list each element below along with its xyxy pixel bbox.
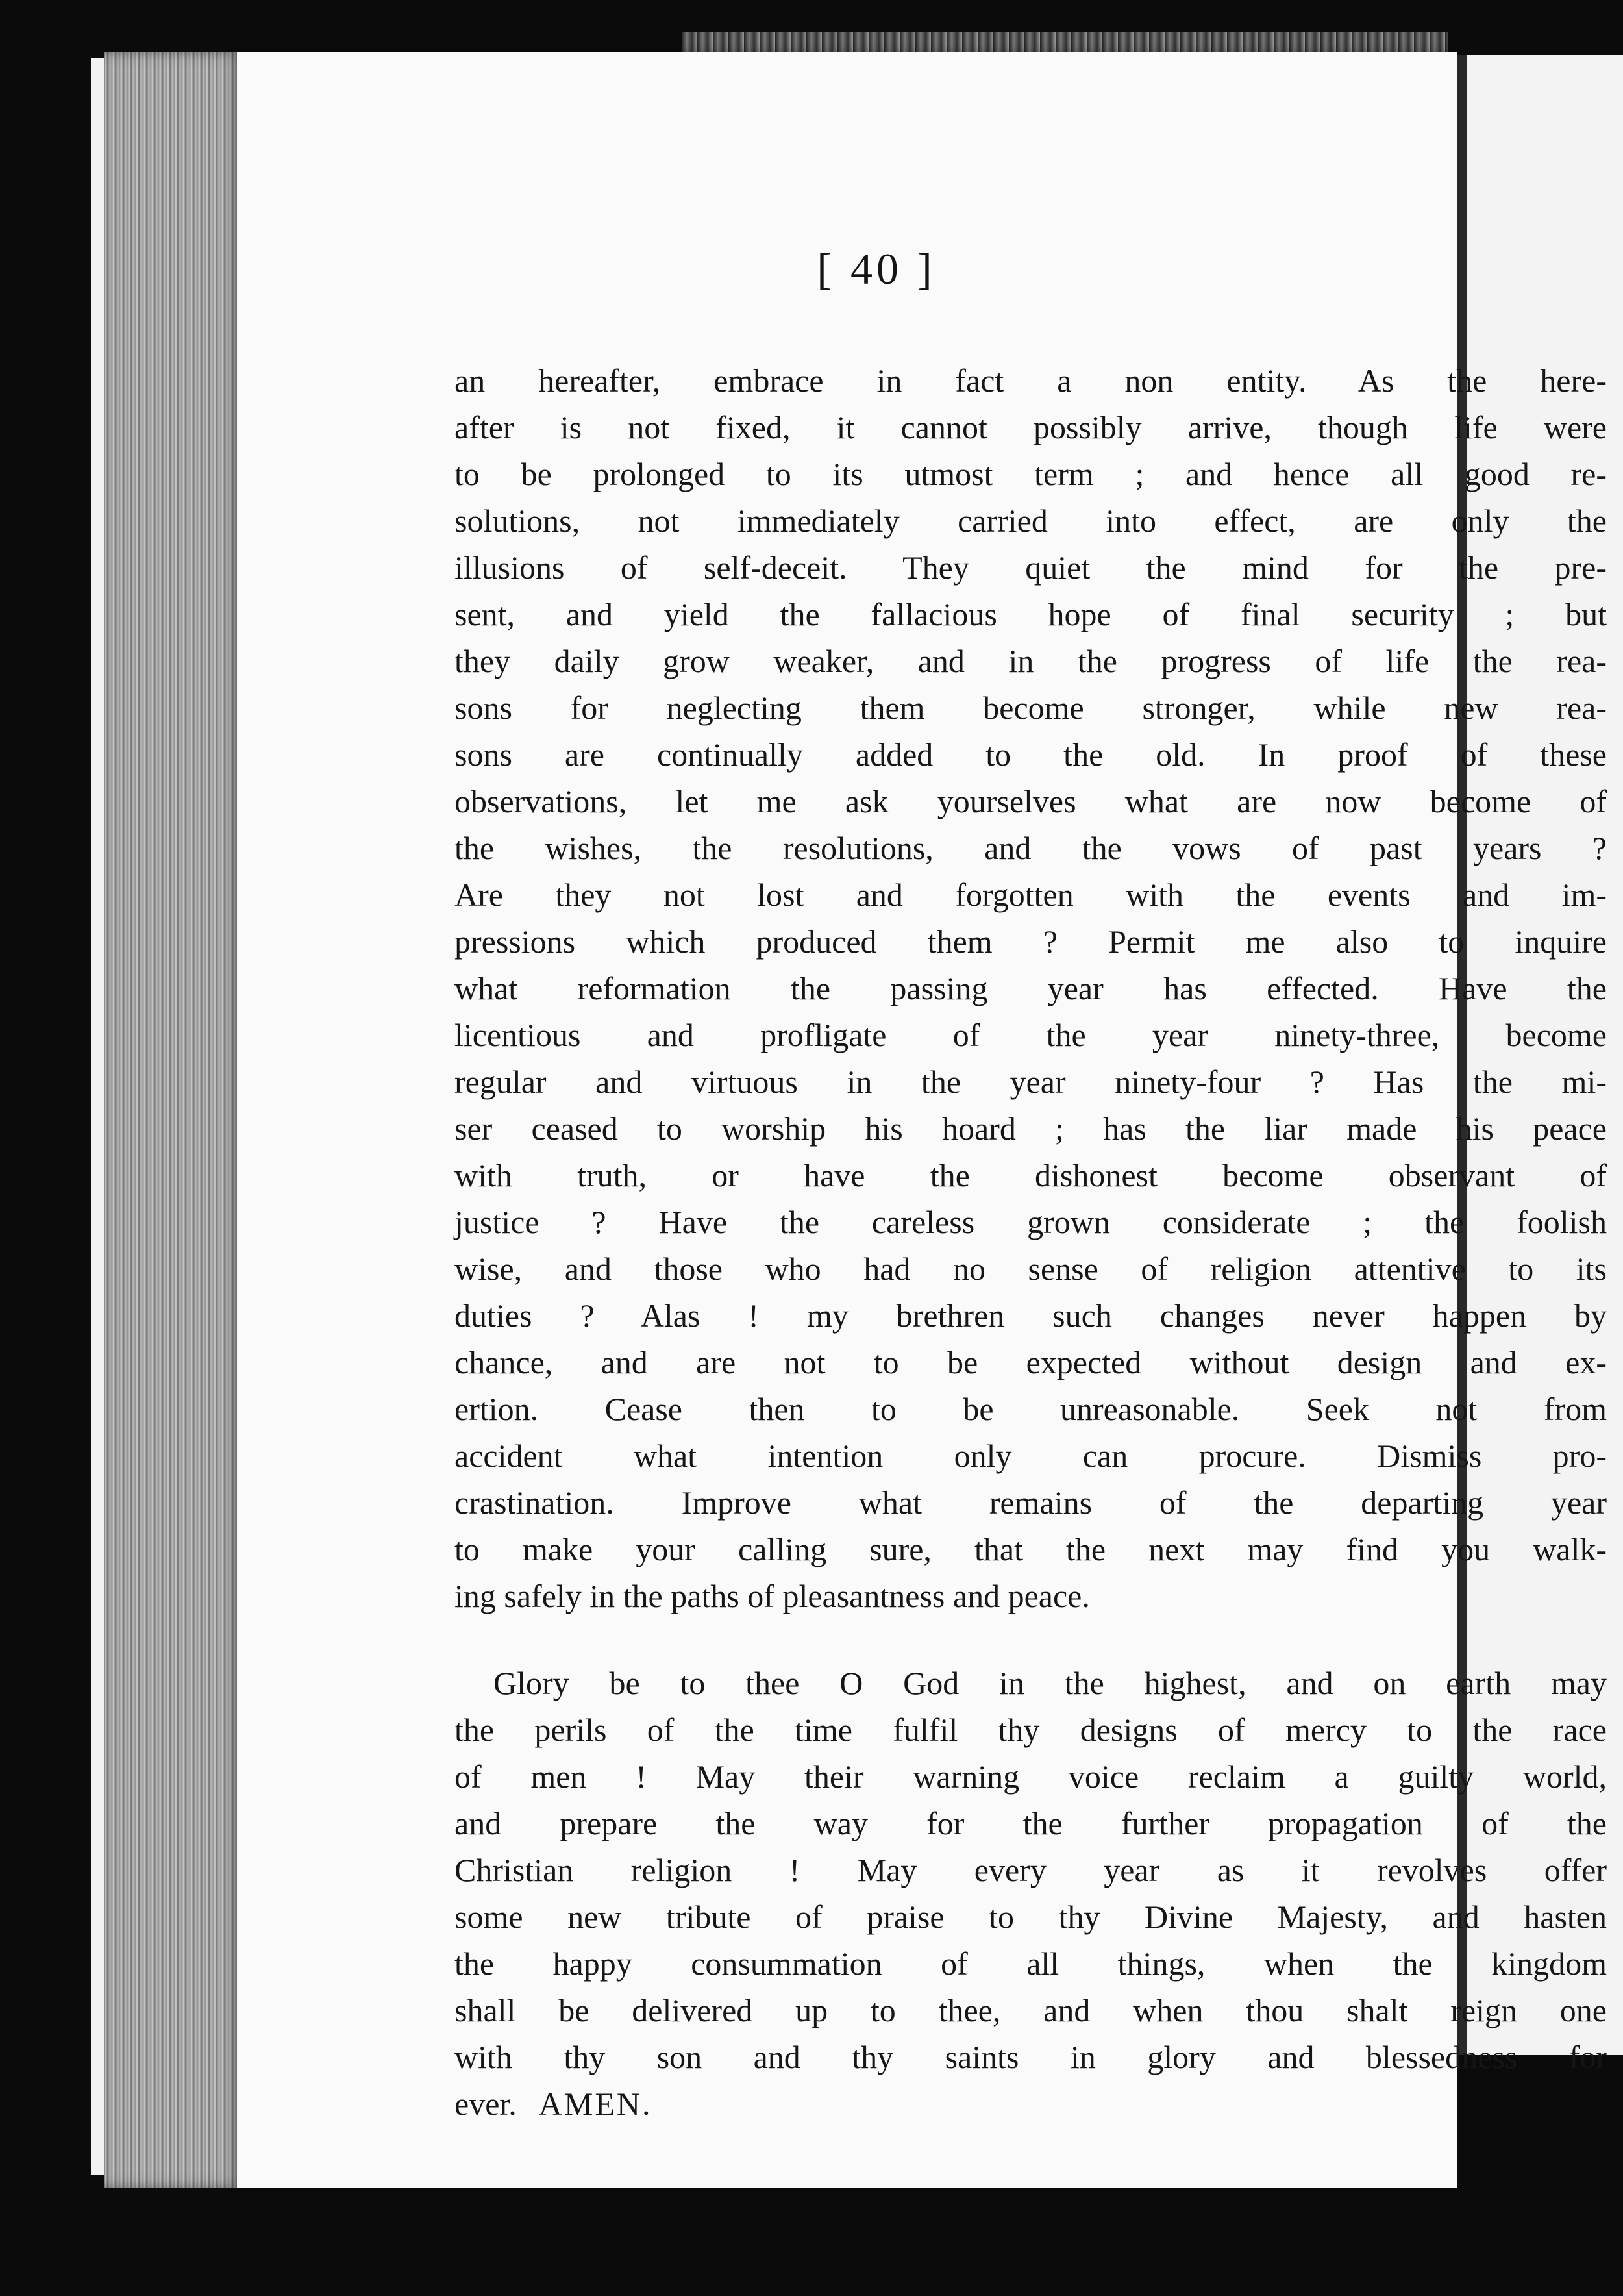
text-line: Are they not lost and forgotten with the events and im-: [454, 877, 1607, 913]
text-line: duties ? Alas ! my brethren such changes never happen by: [454, 1297, 1607, 1334]
text-line: licentious and profligate of the year ninety-three, become: [454, 1017, 1607, 1053]
text-line: sons are continually added to the old. In proof of these: [454, 736, 1607, 773]
text-line: with thy son and thy saints in glory and blessedness for: [454, 2039, 1607, 2075]
text-line: of men ! May their warning voice reclaim a guilty world,: [454, 1758, 1607, 1795]
text-line: solutions, not immediately carried into effect, are only the: [454, 503, 1607, 539]
text-line: the happy consummation of all things, when the kingdom: [454, 1945, 1607, 1982]
text-line: illusions of self-deceit. They quiet the mind for the pre-: [454, 549, 1607, 586]
amen-word: AMEN.: [538, 2086, 652, 2122]
text-line: sons for neglecting them become stronger, while new rea-: [454, 690, 1607, 726]
text-line: accident what intention only can procure. Dismiss pro-: [454, 1438, 1607, 1474]
text-line: to be prolonged to its utmost term ; and hence all good re-: [454, 456, 1607, 492]
text-line: ing safely in the paths of pleasantness and peace.: [454, 1578, 1090, 1614]
page-number: [ 40 ]: [817, 244, 936, 293]
text-line: what reformation the passing year has effected. Have the: [454, 970, 1607, 1006]
text-line: they daily grow weaker, and in the progress of life the rea-: [454, 643, 1607, 679]
text-line: regular and virtuous in the year ninety-four ? Has the mi-: [454, 1064, 1607, 1100]
text-line: some new tribute of praise to thy Divine Majesty, and hasten: [454, 1899, 1607, 1935]
text-line: the wishes, the resolutions, and the vows of past years ?: [454, 830, 1607, 866]
text-line: crastination. Improve what remains of the departing year: [454, 1484, 1607, 1521]
text-line: with truth, or have the dishonest become observant of: [454, 1157, 1607, 1193]
closing-word: ever.: [454, 2086, 517, 2122]
text-line: pressions which produced them ? Permit me also to inquire: [454, 923, 1607, 960]
text-line: to make your calling sure, that the next may find you walk-: [454, 1531, 1607, 1567]
text-line: ser ceased to worship his hoard ; has the liar made his peace: [454, 1110, 1607, 1147]
paragraph-2: [454, 1660, 1607, 2127]
text-line: justice ? Have the careless grown considerate ; the foolish: [454, 1204, 1607, 1240]
text-line: the perils of the time fulfil thy designs of mercy to the race: [454, 1712, 1607, 1748]
text-line: sent, and yield the fallacious hope of final security ; but: [454, 596, 1607, 632]
text-line: shall be delivered up to thee, and when thou shalt reign one: [454, 1992, 1607, 2028]
text-line: Glory be to thee O God in the highest, and on earth may: [493, 1665, 1607, 1701]
closing-line: [454, 2080, 1607, 2127]
body-text: [454, 357, 1607, 2127]
text-line: wise, and those who had no sense of religion attentive to its: [454, 1251, 1607, 1287]
text-line: and prepare the way for the further propagation of the: [454, 1805, 1607, 1841]
book-page: [237, 52, 1607, 2188]
paragraph-gap: [454, 1619, 1607, 1660]
paragraph-1: [454, 357, 1607, 1619]
text-line: after is not fixed, it cannot possibly arrive, though life were: [454, 409, 1607, 445]
text-line: chance, and are not to be expected without design and ex-: [454, 1344, 1607, 1380]
text-line: ertion. Cease then to be unreasonable. Seek not from: [454, 1391, 1607, 1427]
text-line: Christian religion ! May every year as it revolves offer: [454, 1852, 1607, 1888]
text-line: observations, let me ask yourselves what are now become of: [454, 783, 1607, 819]
text-line: an hereafter, embrace in fact a non entity. As the here-: [454, 362, 1607, 399]
